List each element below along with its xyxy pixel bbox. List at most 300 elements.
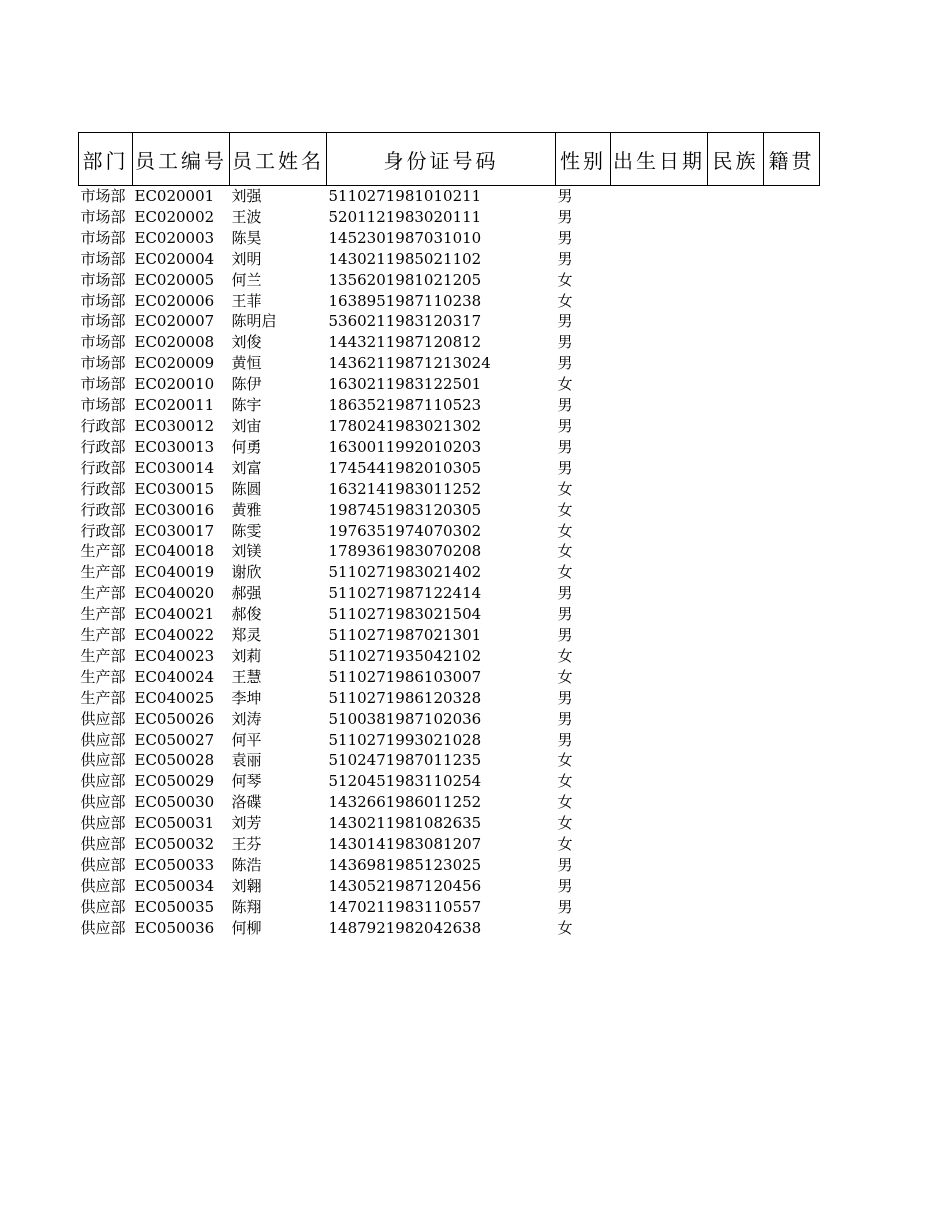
cell-birth-date[interactable] — [611, 834, 708, 855]
cell-native-place[interactable] — [764, 353, 820, 374]
cell-birth-date[interactable] — [611, 646, 708, 667]
cell-employee-id[interactable]: EC050028 — [134, 751, 215, 770]
cell-birth-date[interactable] — [611, 897, 708, 918]
cell-native-place[interactable] — [764, 688, 820, 709]
cell-native-place[interactable] — [764, 562, 820, 583]
cell-employee-name[interactable]: 刘镁 — [231, 542, 262, 561]
cell-gender[interactable]: 女 — [557, 500, 573, 519]
cell-gender[interactable]: 女 — [557, 751, 573, 770]
cell-employee-name[interactable]: 李坤 — [231, 688, 262, 707]
cell-ethnicity[interactable] — [708, 688, 764, 709]
cell-gender[interactable]: 男 — [557, 876, 573, 895]
cell-department[interactable]: 市场部 — [80, 375, 126, 394]
cell-id-card-number[interactable]: 1638951987110238 — [328, 291, 482, 310]
cell-employee-id[interactable]: EC020011 — [134, 396, 215, 415]
cell-ethnicity[interactable] — [708, 186, 764, 207]
cell-ethnicity[interactable] — [708, 249, 764, 270]
table-row — [79, 332, 820, 353]
cell-ethnicity[interactable] — [708, 625, 764, 646]
cell-native-place[interactable] — [764, 291, 820, 312]
cell-employee-name[interactable]: 陈伊 — [231, 375, 262, 394]
cell-birth-date[interactable] — [611, 562, 708, 583]
cell-birth-date[interactable] — [611, 625, 708, 646]
cell-id-card-number[interactable]: 5120451983110254 — [328, 772, 482, 791]
cell-employee-id[interactable]: EC050029 — [134, 772, 215, 791]
cell-ethnicity[interactable] — [708, 855, 764, 876]
cell-ethnicity[interactable] — [708, 646, 764, 667]
cell-employee-id[interactable]: EC050036 — [134, 918, 215, 937]
cell-birth-date[interactable] — [611, 332, 708, 353]
cell-department[interactable]: 生产部 — [80, 688, 126, 707]
cell-birth-date[interactable] — [611, 395, 708, 416]
cell-employee-name[interactable]: 陈翔 — [231, 897, 262, 916]
cell-native-place[interactable] — [764, 479, 820, 500]
cell-birth-date[interactable] — [611, 374, 708, 395]
cell-department[interactable]: 市场部 — [80, 228, 126, 247]
cell-employee-id[interactable]: EC040018 — [134, 542, 215, 561]
cell-id-card-number[interactable]: 5110271981010211 — [328, 187, 482, 205]
cell-native-place[interactable] — [764, 207, 820, 228]
cell-employee-id[interactable]: EC020008 — [134, 333, 215, 352]
cell-ethnicity[interactable] — [708, 730, 764, 751]
cell-employee-name[interactable]: 何平 — [231, 730, 262, 749]
cell-employee-id[interactable]: EC030016 — [134, 500, 215, 519]
cell-department[interactable]: 供应部 — [80, 709, 126, 728]
cell-birth-date[interactable] — [611, 583, 708, 604]
cell-native-place[interactable] — [764, 730, 820, 751]
cell-birth-date[interactable] — [611, 311, 708, 332]
cell-native-place[interactable] — [764, 500, 820, 521]
cell-employee-id[interactable]: EC020001 — [134, 187, 215, 205]
cell-ethnicity[interactable] — [708, 750, 764, 771]
cell-employee-id[interactable]: EC050033 — [134, 856, 215, 874]
cell-id-card-number[interactable]: 5110271986120328 — [328, 688, 482, 707]
cell-employee-id[interactable]: EC020003 — [134, 228, 215, 247]
cell-birth-date[interactable] — [611, 270, 708, 291]
cell-employee-name[interactable]: 郑灵 — [231, 626, 262, 645]
cell-department[interactable]: 市场部 — [80, 187, 126, 205]
cell-employee-id[interactable]: EC040019 — [134, 563, 215, 582]
cell-gender[interactable]: 男 — [557, 354, 573, 373]
cell-gender[interactable]: 男 — [557, 396, 573, 415]
cell-id-card-number[interactable]: 1630211983122501 — [328, 375, 482, 394]
cell-native-place[interactable] — [764, 332, 820, 353]
cell-department[interactable]: 生产部 — [80, 646, 126, 665]
cell-id-card-number[interactable]: 5100381987102036 — [328, 709, 482, 728]
cell-ethnicity[interactable] — [708, 771, 764, 792]
cell-id-card-number[interactable]: 1452301987031010 — [328, 228, 482, 247]
cell-gender[interactable]: 男 — [557, 605, 573, 624]
cell-id-card-number[interactable]: 1430211981082635 — [328, 814, 482, 833]
header-department[interactable]: 部门 — [79, 133, 133, 186]
cell-department[interactable]: 供应部 — [80, 918, 126, 937]
cell-native-place[interactable] — [764, 834, 820, 855]
cell-ethnicity[interactable] — [708, 270, 764, 291]
cell-id-card-number[interactable]: 5110271983021402 — [328, 563, 482, 582]
cell-employee-name[interactable]: 陈浩 — [231, 856, 262, 874]
cell-employee-name[interactable]: 何柳 — [231, 918, 262, 937]
cell-gender[interactable]: 男 — [557, 187, 573, 205]
cell-employee-id[interactable]: EC050032 — [134, 835, 215, 854]
cell-department[interactable]: 供应部 — [80, 835, 126, 854]
cell-id-card-number[interactable]: 1863521987110523 — [328, 396, 482, 415]
cell-department[interactable]: 供应部 — [80, 876, 126, 895]
cell-employee-id[interactable]: EC040022 — [134, 626, 215, 645]
cell-birth-date[interactable] — [611, 500, 708, 521]
table-row — [79, 186, 820, 207]
cell-employee-name[interactable]: 袁丽 — [231, 751, 262, 770]
cell-id-card-number[interactable]: 1789361983070208 — [328, 542, 482, 561]
cell-birth-date[interactable] — [611, 437, 708, 458]
cell-native-place[interactable] — [764, 541, 820, 562]
cell-birth-date[interactable] — [611, 792, 708, 813]
cell-birth-date[interactable] — [611, 228, 708, 249]
cell-ethnicity[interactable] — [708, 458, 764, 479]
cell-employee-name[interactable]: 陈雯 — [231, 521, 262, 540]
cell-gender[interactable]: 男 — [557, 584, 573, 603]
cell-native-place[interactable] — [764, 876, 820, 897]
cell-employee-name[interactable]: 王菲 — [231, 291, 262, 310]
cell-birth-date[interactable] — [611, 207, 708, 228]
cell-native-place[interactable] — [764, 249, 820, 270]
cell-employee-id[interactable]: EC050035 — [134, 897, 215, 916]
cell-ethnicity[interactable] — [708, 521, 764, 542]
cell-department[interactable]: 行政部 — [80, 521, 126, 540]
cell-native-place[interactable] — [764, 437, 820, 458]
cell-gender[interactable]: 男 — [557, 709, 573, 728]
cell-employee-name[interactable]: 刘俊 — [231, 333, 262, 352]
cell-ethnicity[interactable] — [708, 416, 764, 437]
cell-department[interactable]: 供应部 — [80, 897, 126, 916]
cell-ethnicity[interactable] — [708, 207, 764, 228]
cell-id-card-number[interactable]: 1443211987120812 — [328, 333, 482, 352]
cell-employee-name[interactable]: 刘强 — [231, 187, 262, 205]
cell-birth-date[interactable] — [611, 918, 708, 939]
cell-employee-name[interactable]: 陈明启 — [231, 312, 277, 331]
cell-employee-name[interactable]: 黄雅 — [231, 500, 262, 519]
cell-ethnicity[interactable] — [708, 311, 764, 332]
cell-gender[interactable]: 女 — [557, 646, 573, 665]
cell-birth-date[interactable] — [611, 541, 708, 562]
cell-id-card-number[interactable]: 1430211985021102 — [328, 249, 482, 268]
cell-native-place[interactable] — [764, 395, 820, 416]
cell-employee-name[interactable]: 何兰 — [231, 270, 262, 289]
cell-birth-date[interactable] — [611, 750, 708, 771]
cell-ethnicity[interactable] — [708, 291, 764, 312]
cell-id-card-number[interactable]: 1987451983120305 — [328, 500, 482, 519]
header-native-place[interactable]: 籍贯 — [764, 133, 820, 186]
cell-gender[interactable]: 女 — [557, 772, 573, 791]
cell-birth-date[interactable] — [611, 353, 708, 374]
cell-ethnicity[interactable] — [708, 353, 764, 374]
cell-department[interactable]: 供应部 — [80, 751, 126, 770]
cell-department[interactable]: 行政部 — [80, 437, 126, 456]
cell-employee-name[interactable]: 刘宙 — [231, 416, 262, 435]
cell-employee-id[interactable]: EC040020 — [134, 584, 215, 603]
cell-native-place[interactable] — [764, 897, 820, 918]
cell-gender[interactable]: 男 — [557, 333, 573, 352]
cell-id-card-number[interactable]: 5201121983020111 — [328, 207, 482, 226]
cell-id-card-number[interactable]: 5110271987122414 — [328, 584, 482, 603]
header-employee-id[interactable]: 员工编号 — [133, 133, 230, 186]
cell-department[interactable]: 市场部 — [80, 312, 126, 331]
cell-native-place[interactable] — [764, 750, 820, 771]
cell-id-card-number[interactable]: 1745441982010305 — [328, 458, 482, 477]
cell-employee-name[interactable]: 陈圆 — [231, 479, 262, 498]
cell-employee-id[interactable]: EC050030 — [134, 793, 215, 812]
cell-native-place[interactable] — [764, 771, 820, 792]
cell-employee-id[interactable]: EC040021 — [134, 605, 215, 624]
cell-id-card-number[interactable]: 5102471987011235 — [328, 751, 482, 770]
cell-gender[interactable]: 女 — [557, 291, 573, 310]
cell-department[interactable]: 市场部 — [80, 270, 126, 289]
cell-employee-name[interactable]: 何勇 — [231, 437, 262, 456]
cell-ethnicity[interactable] — [708, 667, 764, 688]
cell-ethnicity[interactable] — [708, 374, 764, 395]
header-birth-date[interactable]: 出生日期 — [611, 133, 708, 186]
cell-native-place[interactable] — [764, 311, 820, 332]
cell-id-card-number[interactable]: 5110271987021301 — [328, 626, 482, 645]
cell-employee-id[interactable]: EC020006 — [134, 291, 215, 310]
cell-employee-id[interactable]: EC020002 — [134, 207, 215, 226]
cell-department[interactable]: 市场部 — [80, 207, 126, 226]
cell-birth-date[interactable] — [611, 667, 708, 688]
cell-id-card-number[interactable]: 5110271935042102 — [328, 646, 482, 665]
cell-native-place[interactable] — [764, 270, 820, 291]
cell-employee-name[interactable]: 王芬 — [231, 835, 262, 854]
cell-id-card-number[interactable]: 5360211983120317 — [328, 312, 482, 331]
cell-gender[interactable]: 女 — [557, 479, 573, 498]
cell-id-card-number[interactable]: 1487921982042638 — [328, 918, 482, 937]
cell-gender[interactable]: 男 — [557, 249, 573, 268]
cell-ethnicity[interactable] — [708, 437, 764, 458]
cell-department[interactable]: 行政部 — [80, 416, 126, 435]
cell-employee-name[interactable]: 郝俊 — [231, 605, 262, 624]
cell-department[interactable]: 行政部 — [80, 458, 126, 477]
cell-ethnicity[interactable] — [708, 876, 764, 897]
header-employee-name[interactable]: 员工姓名 — [230, 133, 327, 186]
cell-id-card-number[interactable]: 1630011992010203 — [328, 437, 482, 456]
cell-id-card-number[interactable]: 1356201981021205 — [328, 270, 482, 289]
cell-native-place[interactable] — [764, 855, 820, 876]
cell-gender[interactable]: 男 — [557, 626, 573, 645]
cell-ethnicity[interactable] — [708, 541, 764, 562]
cell-gender[interactable]: 女 — [557, 521, 573, 540]
cell-employee-name[interactable]: 刘富 — [231, 458, 262, 477]
cell-id-card-number[interactable]: 1632141983011252 — [328, 479, 482, 498]
cell-employee-name[interactable]: 洛碟 — [231, 793, 262, 812]
cell-ethnicity[interactable] — [708, 918, 764, 939]
cell-ethnicity[interactable] — [708, 897, 764, 918]
cell-birth-date[interactable] — [611, 876, 708, 897]
cell-id-card-number[interactable]: 5110271983021504 — [328, 605, 482, 624]
cell-department[interactable]: 供应部 — [80, 814, 126, 833]
cell-employee-name[interactable]: 刘明 — [231, 249, 262, 268]
cell-birth-date[interactable] — [611, 458, 708, 479]
cell-department[interactable]: 生产部 — [80, 626, 126, 645]
cell-gender[interactable]: 男 — [557, 730, 573, 749]
cell-gender[interactable]: 女 — [557, 835, 573, 854]
cell-employee-id[interactable]: EC020004 — [134, 249, 215, 268]
cell-gender[interactable]: 男 — [557, 688, 573, 707]
cell-employee-id[interactable]: EC030013 — [134, 437, 215, 456]
cell-department[interactable]: 市场部 — [80, 354, 126, 373]
cell-birth-date[interactable] — [611, 186, 708, 207]
cell-gender[interactable]: 男 — [557, 207, 573, 226]
cell-native-place[interactable] — [764, 918, 820, 939]
cell-birth-date[interactable] — [611, 521, 708, 542]
cell-employee-id[interactable]: EC050027 — [134, 730, 215, 749]
cell-ethnicity[interactable] — [708, 583, 764, 604]
cell-employee-id[interactable]: EC030012 — [134, 416, 215, 435]
cell-native-place[interactable] — [764, 416, 820, 437]
cell-department[interactable]: 市场部 — [80, 333, 126, 352]
cell-gender[interactable]: 女 — [557, 918, 573, 937]
cell-employee-id[interactable]: EC050034 — [134, 876, 215, 895]
cell-department[interactable]: 供应部 — [80, 856, 126, 874]
cell-department[interactable]: 行政部 — [80, 479, 126, 498]
header-id-card-number[interactable]: 身份证号码 — [327, 133, 556, 186]
cell-native-place[interactable] — [764, 186, 820, 207]
cell-birth-date[interactable] — [611, 416, 708, 437]
cell-birth-date[interactable] — [611, 730, 708, 751]
cell-id-card-number[interactable]: 1470211983110557 — [328, 897, 482, 916]
cell-employee-name[interactable]: 郝强 — [231, 584, 262, 603]
cell-employee-name[interactable]: 何琴 — [231, 772, 262, 791]
cell-department[interactable]: 生产部 — [80, 605, 126, 624]
cell-id-card-number[interactable]: 1430141983081207 — [328, 835, 482, 854]
cell-employee-name[interactable]: 王波 — [231, 207, 262, 226]
cell-department[interactable]: 供应部 — [80, 772, 126, 791]
cell-department[interactable]: 市场部 — [80, 291, 126, 310]
cell-gender[interactable]: 女 — [557, 814, 573, 833]
cell-ethnicity[interactable] — [708, 834, 764, 855]
cell-ethnicity[interactable] — [708, 479, 764, 500]
cell-employee-id[interactable]: EC030017 — [134, 521, 215, 540]
cell-birth-date[interactable] — [611, 479, 708, 500]
cell-employee-id[interactable]: EC030015 — [134, 479, 215, 498]
table-row — [79, 291, 820, 312]
cell-employee-name[interactable]: 刘翱 — [231, 876, 262, 895]
cell-employee-id[interactable]: EC030014 — [134, 458, 215, 477]
cell-gender[interactable]: 男 — [557, 416, 573, 435]
cell-employee-name[interactable]: 陈宇 — [231, 396, 262, 415]
cell-gender[interactable]: 女 — [557, 375, 573, 394]
cell-department[interactable]: 生产部 — [80, 563, 126, 582]
cell-employee-id[interactable]: EC050031 — [134, 814, 215, 833]
cell-gender[interactable]: 女 — [557, 270, 573, 289]
cell-gender[interactable]: 男 — [557, 312, 573, 331]
cell-native-place[interactable] — [764, 374, 820, 395]
cell-gender[interactable]: 女 — [557, 563, 573, 582]
cell-birth-date[interactable] — [611, 291, 708, 312]
cell-department[interactable]: 生产部 — [80, 542, 126, 561]
cell-birth-date[interactable] — [611, 709, 708, 730]
cell-native-place[interactable] — [764, 625, 820, 646]
cell-birth-date[interactable] — [611, 249, 708, 270]
cell-id-card-number[interactable]: 1780241983021302 — [328, 416, 482, 435]
cell-gender[interactable]: 女 — [557, 667, 573, 686]
cell-ethnicity[interactable] — [708, 562, 764, 583]
cell-gender[interactable]: 女 — [557, 793, 573, 812]
cell-native-place[interactable] — [764, 709, 820, 730]
header-ethnicity[interactable]: 民族 — [708, 133, 764, 186]
cell-native-place[interactable] — [764, 792, 820, 813]
cell-id-card-number[interactable]: 1430521987120456 — [328, 876, 482, 895]
cell-employee-id[interactable]: EC040025 — [134, 688, 215, 707]
cell-native-place[interactable] — [764, 604, 820, 625]
cell-ethnicity[interactable] — [708, 813, 764, 834]
cell-birth-date[interactable] — [611, 855, 708, 876]
cell-native-place[interactable] — [764, 646, 820, 667]
cell-department[interactable]: 生产部 — [80, 667, 126, 686]
table-row — [79, 270, 820, 291]
cell-native-place[interactable] — [764, 458, 820, 479]
cell-ethnicity[interactable] — [708, 709, 764, 730]
cell-id-card-number[interactable]: 1976351974070302 — [328, 521, 482, 540]
cell-employee-name[interactable]: 陈昊 — [231, 228, 262, 247]
cell-gender[interactable]: 男 — [557, 458, 573, 477]
cell-employee-id[interactable]: EC040024 — [134, 667, 215, 686]
cell-employee-id[interactable]: EC020010 — [134, 375, 215, 394]
cell-employee-id[interactable]: EC020007 — [134, 312, 215, 331]
cell-ethnicity[interactable] — [708, 500, 764, 521]
cell-employee-name[interactable]: 刘涛 — [231, 709, 262, 728]
cell-id-card-number[interactable]: 1436981985123025 — [328, 856, 482, 874]
cell-ethnicity[interactable] — [708, 228, 764, 249]
cell-employee-id[interactable]: EC040023 — [134, 646, 215, 665]
cell-birth-date[interactable] — [611, 688, 708, 709]
cell-employee-name[interactable]: 刘莉 — [231, 646, 262, 665]
cell-ethnicity[interactable] — [708, 792, 764, 813]
cell-birth-date[interactable] — [611, 771, 708, 792]
cell-department[interactable]: 行政部 — [80, 500, 126, 519]
cell-id-card-number[interactable]: 14362119871213024 — [328, 354, 491, 373]
header-gender[interactable]: 性别 — [556, 133, 611, 186]
cell-native-place[interactable] — [764, 228, 820, 249]
cell-native-place[interactable] — [764, 813, 820, 834]
cell-id-card-number[interactable]: 5110271993021028 — [328, 730, 482, 749]
cell-employee-name[interactable]: 谢欣 — [231, 563, 262, 582]
cell-ethnicity[interactable] — [708, 604, 764, 625]
cell-department[interactable]: 市场部 — [80, 249, 126, 268]
cell-gender[interactable]: 男 — [557, 437, 573, 456]
cell-gender[interactable]: 男 — [557, 897, 573, 916]
cell-birth-date[interactable] — [611, 604, 708, 625]
cell-department[interactable]: 生产部 — [80, 584, 126, 603]
cell-ethnicity[interactable] — [708, 332, 764, 353]
cell-ethnicity[interactable] — [708, 395, 764, 416]
cell-native-place[interactable] — [764, 667, 820, 688]
cell-employee-name[interactable]: 王慧 — [231, 667, 262, 686]
cell-native-place[interactable] — [764, 521, 820, 542]
cell-department[interactable]: 供应部 — [80, 730, 126, 749]
cell-native-place[interactable] — [764, 583, 820, 604]
cell-id-card-number[interactable]: 1432661986011252 — [328, 793, 482, 812]
cell-department[interactable]: 市场部 — [80, 396, 126, 415]
cell-id-card-number[interactable]: 5110271986103007 — [328, 667, 482, 686]
cell-employee-id[interactable]: EC020009 — [134, 354, 215, 373]
cell-gender[interactable]: 男 — [557, 856, 573, 874]
cell-employee-id[interactable]: EC020005 — [134, 270, 215, 289]
cell-birth-date[interactable] — [611, 813, 708, 834]
cell-department[interactable]: 供应部 — [80, 793, 126, 812]
cell-gender[interactable]: 男 — [557, 228, 573, 247]
cell-employee-id[interactable]: EC050026 — [134, 709, 215, 728]
cell-employee-name[interactable]: 黄恒 — [231, 354, 262, 373]
cell-employee-name[interactable]: 刘芳 — [231, 814, 262, 833]
cell-gender[interactable]: 女 — [557, 542, 573, 561]
